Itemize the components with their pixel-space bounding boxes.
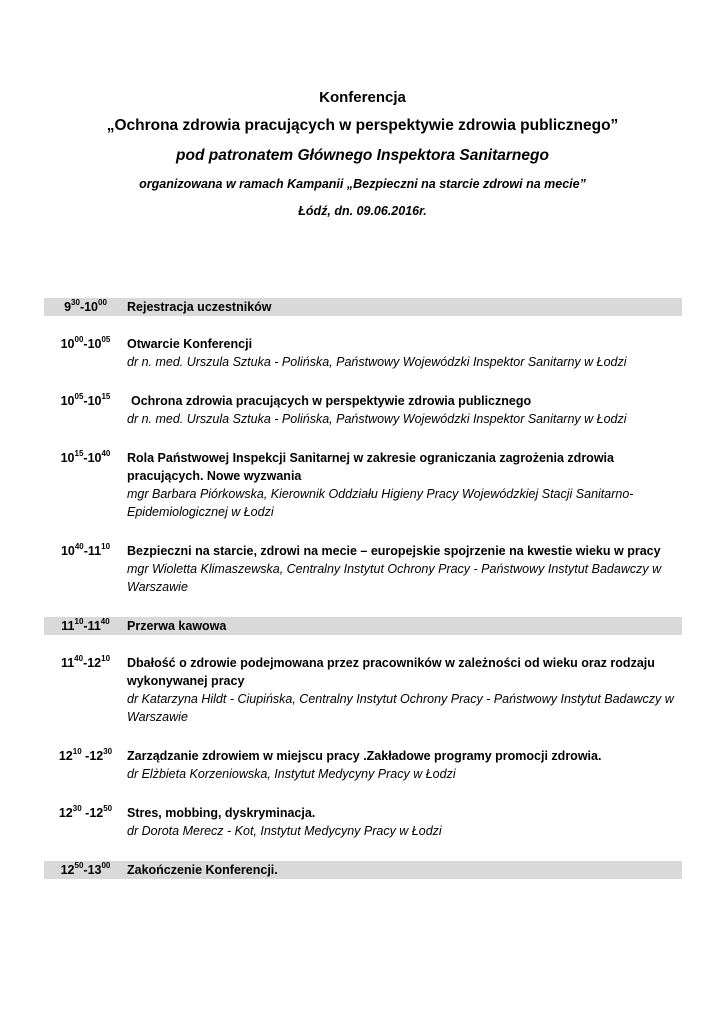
agenda-time: $10^{15}-10^{40}$ bbox=[60, 448, 111, 465]
agenda-title: Rejestracja uczestników bbox=[127, 300, 272, 314]
agenda-time: $12^{30}$ $-12^{50}$ bbox=[58, 803, 113, 820]
agenda-title: Stres, mobbing, dyskryminacja. bbox=[127, 806, 316, 820]
conference-title: „Ochrona zdrowia pracujących w perspektywie zdrowia publicznego” bbox=[106, 117, 619, 134]
agenda-time: $12^{10}$ $-12^{30}$ bbox=[58, 746, 113, 763]
agenda-speaker: dr Elżbieta Korzeniowska, Instytut Medycyny Pracy w Łodzi bbox=[127, 767, 456, 781]
agenda-speaker: mgr Wioletta Klimaszewska, Centralny Instytut Ochrony Pracy - Państwowy Instytut Badawczy w Warszawie bbox=[127, 562, 662, 594]
agenda-time: $9^{30}-10^{00}$ bbox=[64, 297, 107, 314]
agenda-row-registration bbox=[44, 298, 682, 316]
agenda-title: Bezpieczni na starcie, zdrowi na mecie – europejskie spojrzenie na kwestie wieku w pracy bbox=[127, 544, 661, 558]
campaign-line: organizowana w ramach Kampanii „Bezpieczni na starcie zdrowi na mecie” bbox=[139, 177, 586, 191]
agenda-time: $11^{40}-12^{10}$ bbox=[60, 653, 111, 670]
agenda-title: Przerwa kawowa bbox=[127, 619, 227, 633]
agenda-speaker: mgr Barbara Piórkowska, Kierownik Oddziału Higieny Pracy Wojewódzkiej Stacji Sanitarno-Epidemiologicznej w Łodzi bbox=[127, 487, 634, 519]
agenda-row-coffee-break bbox=[44, 617, 682, 635]
agenda-row-closing bbox=[44, 861, 682, 879]
agenda-speaker: dr Dorota Merecz - Kot, Instytut Medycyny Pracy w Łodzi bbox=[127, 824, 442, 838]
agenda-time: $10^{00}-10^{05}$ bbox=[60, 334, 111, 351]
agenda-row-talk bbox=[44, 542, 682, 596]
agenda-title: Ochrona zdrowia pracujących w perspektywie zdrowia publicznego bbox=[131, 394, 532, 408]
patronage-line: pod patronatem Głównego Inspektora Sanitarnego bbox=[176, 147, 549, 164]
agenda-title: Otwarcie Konferencji bbox=[127, 337, 253, 351]
agenda-row-talk bbox=[44, 654, 682, 726]
agenda-title: Dbałość o zdrowie podejmowana przez pracowników w zależności od wieku oraz rodzaju wykonywanej pracy bbox=[127, 656, 655, 688]
agenda-row-talk bbox=[44, 392, 682, 428]
date-line: Łódź, dn. 09.06.2016r. bbox=[298, 204, 427, 218]
agenda-title: Zarządzanie zdrowiem w miejscu pracy .Zakładowe programy promocji zdrowia. bbox=[127, 749, 602, 763]
agenda bbox=[44, 298, 682, 879]
agenda-row-talk bbox=[44, 747, 682, 783]
agenda-speaker: dr n. med. Urszula Sztuka - Polińska, Państwowy Wojewódzki Inspektor Sanitarny w Łodzi bbox=[127, 412, 627, 426]
agenda-speaker: dr n. med. Urszula Sztuka - Polińska, Państwowy Wojewódzki Inspektor Sanitarny w Łodzi bbox=[127, 355, 627, 369]
agenda-title: Rola Państwowej Inspekcji Sanitarnej w zakresie ograniczania zagrożenia zdrowia pracujących. Nowe wyzwania bbox=[127, 451, 614, 483]
agenda-time: $12^{50}-13^{00}$ bbox=[60, 860, 111, 877]
agenda-row-talk bbox=[44, 449, 682, 521]
agenda-time: $11^{10}-11^{40}$ bbox=[61, 616, 110, 633]
agenda-row-opening bbox=[44, 335, 682, 371]
agenda-time: $10^{05}-10^{15}$ bbox=[60, 391, 111, 408]
agenda-row-talk bbox=[44, 804, 682, 840]
agenda-time: $10^{40}-11^{10}$ bbox=[60, 541, 111, 558]
agenda-title: Zakończenie Konferencji. bbox=[127, 863, 278, 877]
document-header bbox=[0, 88, 725, 219]
agenda-speaker: dr Katarzyna Hildt - Ciupińska, Centralny Instytut Ochrony Pracy - Państwowy Instytut Badawczy w Warszawie bbox=[127, 692, 674, 724]
conference-label: Konferencja bbox=[319, 89, 406, 106]
